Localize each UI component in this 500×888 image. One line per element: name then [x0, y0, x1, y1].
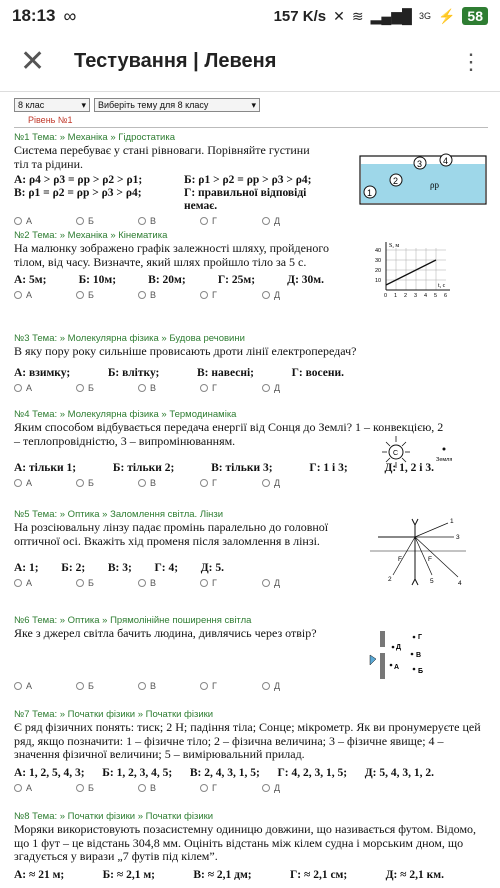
radio-circle-icon[interactable] — [138, 784, 146, 792]
option-c: В: ρ1 = ρ2 = ρр > ρ3 > ρ4; — [14, 187, 142, 199]
divider — [14, 127, 488, 128]
status-bar — [0, 0, 500, 32]
question-topic: №4 Тема: » Молекулярна фізика » Термодинаміка — [14, 409, 237, 420]
question-8 — [14, 811, 488, 882]
answer-option-radio[interactable] — [14, 578, 76, 588]
answer-option-radio[interactable] — [200, 783, 262, 793]
radio-circle-icon[interactable] — [200, 682, 208, 690]
q2-xtick: 5 — [434, 293, 438, 299]
radio-label: Д — [274, 216, 281, 226]
option-a: А: ≈ 21 м; — [14, 868, 65, 881]
answer-radios — [14, 478, 488, 488]
option-d: Г: 4; — [154, 562, 179, 574]
radio-circle-icon[interactable] — [76, 682, 84, 690]
q2-graph — [372, 240, 452, 306]
answer-option-radio[interactable] — [262, 383, 324, 393]
q2-axis-x: t, с — [438, 283, 446, 289]
question-topic: №7 Тема: » Початки фізики » Початки фізики — [14, 709, 214, 720]
radio-label: Г — [212, 782, 217, 793]
question-topic: №8 Тема: » Початки фізики » Початки фізики — [14, 811, 214, 822]
answer-option-radio[interactable] — [262, 578, 324, 588]
q6-label: Б — [418, 668, 424, 675]
q2-ytick: 10 — [375, 278, 382, 284]
radio-label: Б — [88, 680, 94, 691]
question-topic: №3 Тема: » Молекулярна фізика » Будова речовини — [14, 333, 245, 344]
radio-circle-icon[interactable] — [14, 291, 22, 299]
radio-label: Г — [212, 680, 217, 691]
q2-xtick: 6 — [444, 293, 448, 299]
radio-label: А — [26, 216, 33, 226]
q1-liquid-label: ρр — [430, 180, 439, 190]
radio-circle-icon[interactable] — [76, 579, 84, 587]
page-title: Тестування | Левеня — [74, 50, 277, 72]
answer-option-radio[interactable] — [138, 783, 200, 793]
radio-circle-icon[interactable] — [14, 479, 22, 487]
mute-icon: ✕ — [333, 7, 345, 24]
radio-circle-icon[interactable] — [14, 579, 22, 587]
radio-label: А — [26, 382, 33, 393]
topic-select[interactable] — [94, 98, 260, 112]
more-menu-icon[interactable]: ⋮ — [460, 48, 480, 74]
answer-option-radio[interactable] — [200, 478, 262, 488]
option-c: В: тільки 3; — [211, 462, 273, 474]
q2-xtick: 0 — [384, 293, 388, 299]
svg-text:3: 3 — [456, 534, 460, 541]
radio-label: В — [150, 478, 157, 488]
answer-option-radio[interactable] — [76, 681, 138, 691]
option-a: А: 1; — [14, 562, 39, 574]
question-topic: №5 Тема: » Оптика » Заломлення світла. Лінзи — [14, 509, 224, 520]
radio-label: Б — [88, 290, 94, 300]
signal-icon: ▂▄▆█ — [370, 7, 412, 24]
answer-option-radio[interactable] — [14, 216, 76, 226]
q1-figure — [358, 150, 488, 206]
radio-label: В — [150, 216, 157, 226]
svg-text:1: 1 — [367, 188, 373, 198]
radio-label: Б — [88, 216, 94, 226]
question-6 — [14, 615, 488, 703]
radio-circle-icon[interactable] — [138, 479, 146, 487]
answer-option-radio[interactable] — [262, 216, 324, 226]
question-3 — [14, 333, 488, 403]
question-text: Яким способом відбувається передача енергії від Сонця до Землі? 1 – конвекцією, 2 – теплопровідністю, 3 – випромінюванням. — [14, 420, 444, 448]
q2-xtick: 4 — [424, 293, 428, 299]
grade-select[interactable] — [14, 98, 90, 112]
answer-option-radio[interactable] — [14, 478, 76, 488]
radio-label: А — [26, 290, 33, 300]
answer-option-radio[interactable] — [262, 290, 324, 300]
radio-label: В — [150, 290, 157, 300]
radio-label: Б — [88, 782, 94, 793]
network-speed: 157 K/s — [273, 7, 327, 25]
svg-text:3: 3 — [417, 159, 423, 169]
radio-label: В — [150, 382, 157, 393]
option-c: В: 3; — [107, 562, 132, 574]
question-7 — [14, 709, 488, 805]
answer-option-radio[interactable] — [138, 290, 200, 300]
radio-label: В — [150, 782, 157, 793]
option-a: А: взимку; — [14, 366, 71, 379]
option-c: В: 2, 4, 3, 1, 5; — [189, 766, 260, 779]
chevron-down-icon: ▾ — [81, 100, 86, 110]
question-text: Є ряд фізичних понять: тиск; 2 Н; падіння тіла; Сонце; мікрометр. Як ви пронумеруєте цей ряд, якщо позначити: 1 – фізичне тіло; 2 – фізична величина; 3 – фізичне явище; 4 – значення фізичної величини; 5 – вимірювальний прилад. — [14, 720, 481, 761]
option-d: Г: ≈ 2,1 см; — [289, 868, 348, 881]
radio-label: В — [150, 680, 157, 691]
option-b: Б: 2; — [61, 562, 86, 574]
question-topic: №1 Тема: » Механіка » Гідростатика — [14, 132, 176, 143]
svg-text:F: F — [428, 556, 432, 563]
radio-circle-icon[interactable] — [14, 784, 22, 792]
radio-circle-icon[interactable] — [262, 479, 270, 487]
radio-circle-icon[interactable] — [76, 217, 84, 225]
battery-level: 58 — [462, 7, 488, 25]
radio-circle-icon[interactable] — [200, 479, 208, 487]
answer-option-radio[interactable] — [138, 216, 200, 226]
option-d: Г: восени. — [291, 366, 344, 379]
radio-label: Г — [212, 578, 217, 588]
option-a: А: тільки 1; — [14, 462, 77, 474]
radio-label: Г — [212, 290, 217, 300]
radio-label: Б — [88, 578, 94, 588]
radio-circle-icon[interactable] — [76, 291, 84, 299]
radio-label: Д — [274, 680, 281, 691]
q4-sun-label: С — [393, 450, 399, 457]
option-d: Г: правильної відповіді немає. — [184, 187, 307, 212]
q2-ytick: 30 — [375, 258, 382, 264]
radio-label: Г — [212, 216, 217, 226]
answer-option-radio[interactable] — [138, 681, 200, 691]
radio-circle-icon[interactable] — [14, 682, 22, 690]
svg-text:2: 2 — [393, 176, 399, 186]
option-b: Б: тільки 2; — [112, 462, 175, 474]
radio-circle-icon[interactable] — [138, 217, 146, 225]
question-2 — [14, 230, 488, 327]
option-a: А: 1, 2, 5, 4, 3; — [14, 766, 85, 779]
answer-option-radio[interactable] — [262, 478, 324, 488]
option-a: А: 5м; — [14, 274, 47, 286]
answer-option-radio[interactable] — [138, 383, 200, 393]
answer-option-radio[interactable] — [14, 783, 76, 793]
option-b: Б: влітку; — [107, 366, 160, 379]
radio-circle-icon[interactable] — [262, 291, 270, 299]
option-c: В: ≈ 2,1 дм; — [193, 868, 252, 881]
radio-circle-icon[interactable] — [200, 291, 208, 299]
svg-text:5: 5 — [430, 578, 434, 585]
radio-label: Б — [88, 478, 94, 488]
answer-option-radio[interactable] — [76, 216, 138, 226]
option-b: Б: ≈ 2,1 м; — [102, 868, 155, 881]
q5-lens-figure — [368, 517, 468, 587]
answer-option-radio[interactable] — [262, 783, 324, 793]
radio-label: А — [26, 680, 33, 691]
q6-label: В — [416, 652, 422, 659]
radio-label: Г — [212, 478, 217, 488]
answer-radios — [14, 383, 488, 393]
charging-icon: ⚡ — [437, 7, 456, 24]
network-type: 3G — [418, 11, 431, 21]
radio-circle-icon[interactable] — [262, 682, 270, 690]
question-text: Яке з джерел світла бачить людина, дивлячись через отвір? — [14, 626, 317, 640]
option-d: Г: 4, 2, 3, 1, 5; — [277, 766, 348, 779]
option-e: Д: ≈ 2,1 км. — [385, 868, 444, 881]
question-5 — [14, 509, 488, 609]
q2-ytick: 40 — [375, 248, 382, 254]
q4-figure — [382, 435, 462, 469]
q6-label: А — [394, 664, 400, 671]
radio-label: Д — [274, 578, 281, 588]
radio-circle-icon[interactable] — [262, 384, 270, 392]
radio-label: Д — [274, 382, 281, 393]
q6-figure — [366, 629, 432, 689]
svg-text:F: F — [398, 556, 402, 563]
answer-option-radio[interactable] — [76, 290, 138, 300]
answer-option-radio[interactable] — [76, 783, 138, 793]
question-text: Система перебуває у стані рівноваги. Порівняйте густини тіл та рідини. — [14, 143, 310, 171]
radio-circle-icon[interactable] — [138, 384, 146, 392]
option-c: В: 20м; — [148, 274, 186, 286]
svg-text:2: 2 — [388, 576, 392, 583]
q2-xtick: 2 — [404, 293, 408, 299]
radio-label: В — [150, 578, 157, 588]
close-icon[interactable]: ✕ — [20, 45, 46, 78]
status-time: 18:13 — [12, 6, 56, 25]
question-text: На розсіювальну лінзу падає промінь паралельно до головної оптичної осі. Вкажіть хід променя після заломлення в лінзі. — [14, 520, 329, 548]
q6-label: Д — [396, 644, 401, 651]
question-text: В яку пору року сильніше провисають дроти лінії електропередач? — [14, 344, 357, 358]
question-topic: №6 Тема: » Оптика » Прямолінійне поширення світла — [14, 615, 252, 626]
radio-label: Д — [274, 478, 281, 488]
radio-circle-icon[interactable] — [138, 682, 146, 690]
radio-circle-icon[interactable] — [200, 384, 208, 392]
radio-circle-icon[interactable] — [138, 291, 146, 299]
radio-circle-icon[interactable] — [262, 579, 270, 587]
answer-option-radio[interactable] — [200, 216, 262, 226]
answer-option-radio[interactable] — [76, 383, 138, 393]
question-topic: №2 Тема: » Механіка » Кінематика — [14, 230, 168, 241]
radio-label: А — [26, 782, 33, 793]
app-bar — [0, 32, 500, 92]
answer-option-radio[interactable] — [76, 578, 138, 588]
option-d: Г: 25м; — [217, 274, 256, 286]
radio-circle-icon[interactable] — [76, 384, 84, 392]
radio-label: Д — [274, 290, 281, 300]
radio-circle-icon[interactable] — [14, 217, 22, 225]
radio-circle-icon[interactable] — [14, 384, 22, 392]
svg-text:4: 4 — [443, 156, 449, 166]
radio-label: Г — [212, 382, 217, 393]
answer-option-radio[interactable] — [14, 681, 76, 691]
answer-option-radio[interactable] — [76, 478, 138, 488]
chevron-down-icon: ▾ — [251, 100, 256, 110]
radio-circle-icon[interactable] — [262, 217, 270, 225]
q2-axis-y: S, м — [389, 243, 400, 249]
answer-option-radio[interactable] — [200, 578, 262, 588]
answer-option-radio[interactable] — [262, 681, 324, 691]
radio-circle-icon[interactable] — [262, 784, 270, 792]
option-e: Д: 30м. — [287, 274, 324, 286]
svg-text:1: 1 — [450, 518, 454, 525]
option-e: Д: 5. — [200, 562, 224, 574]
option-d: Г: 1 і 3; — [309, 462, 348, 474]
q4-earth-label: Земля — [436, 457, 453, 463]
infinity-icon: ∞ — [63, 5, 77, 26]
q6-label: Г — [418, 634, 422, 641]
radio-label: А — [26, 478, 33, 488]
level-title: Рівень №1 — [28, 115, 73, 125]
topic-select-value: Виберіть тему для 8 класу — [98, 100, 209, 110]
radio-circle-icon[interactable] — [200, 579, 208, 587]
option-a: А: ρ4 > ρ3 = ρр > ρ2 > ρ1; — [14, 174, 143, 186]
radio-label: А — [26, 578, 33, 588]
answer-radios — [14, 216, 488, 226]
question-1 — [14, 132, 488, 224]
wifi-icon: ≋ — [351, 7, 364, 24]
radio-circle-icon[interactable] — [200, 784, 208, 792]
question-4 — [14, 409, 488, 503]
answer-option-radio[interactable] — [200, 290, 262, 300]
option-b: Б: 1, 2, 3, 4, 5; — [102, 766, 173, 779]
radio-circle-icon[interactable] — [200, 217, 208, 225]
option-b: Б: 10м; — [78, 274, 117, 286]
radio-circle-icon[interactable] — [76, 784, 84, 792]
answer-option-radio[interactable] — [138, 478, 200, 488]
answer-radios — [14, 783, 488, 793]
question-text: На малюнку зображено графік залежності шляху, пройденого тілом, від часу. Визначте, який шлях пройшло тіло за 5 с. — [14, 241, 329, 269]
answer-option-radio[interactable] — [14, 290, 76, 300]
option-b: Б: ρ1 > ρ2 = ρр > ρ3 > ρ4; — [184, 174, 312, 186]
answer-option-radio[interactable] — [138, 578, 200, 588]
option-c: В: навесні; — [197, 366, 254, 379]
radio-label: Д — [274, 782, 281, 793]
question-text: Моряки використовують позасистемну одиницю довжини, що називається футом. Відомо, що 1 фут – це відстань 304,8 мм. Оцініть відстань між кілем судна і морським дном, що згадується у вирази „7 футів під кілем”. — [14, 822, 477, 863]
radio-label: Б — [88, 382, 94, 393]
q2-ytick: 20 — [375, 268, 382, 274]
radio-circle-icon[interactable] — [138, 579, 146, 587]
option-e: Д: 1, 2 і 3. — [384, 462, 434, 474]
q2-xtick: 1 — [394, 293, 398, 299]
grade-select-value: 8 клас — [18, 100, 45, 110]
main-content — [0, 92, 500, 882]
radio-circle-icon[interactable] — [76, 479, 84, 487]
q2-xtick: 3 — [414, 293, 418, 299]
answer-option-radio[interactable] — [200, 383, 262, 393]
option-e: Д: 5, 4, 3, 1, 2. — [364, 766, 434, 779]
answer-option-radio[interactable] — [200, 681, 262, 691]
answer-option-radio[interactable] — [14, 383, 76, 393]
svg-text:4: 4 — [458, 580, 462, 587]
